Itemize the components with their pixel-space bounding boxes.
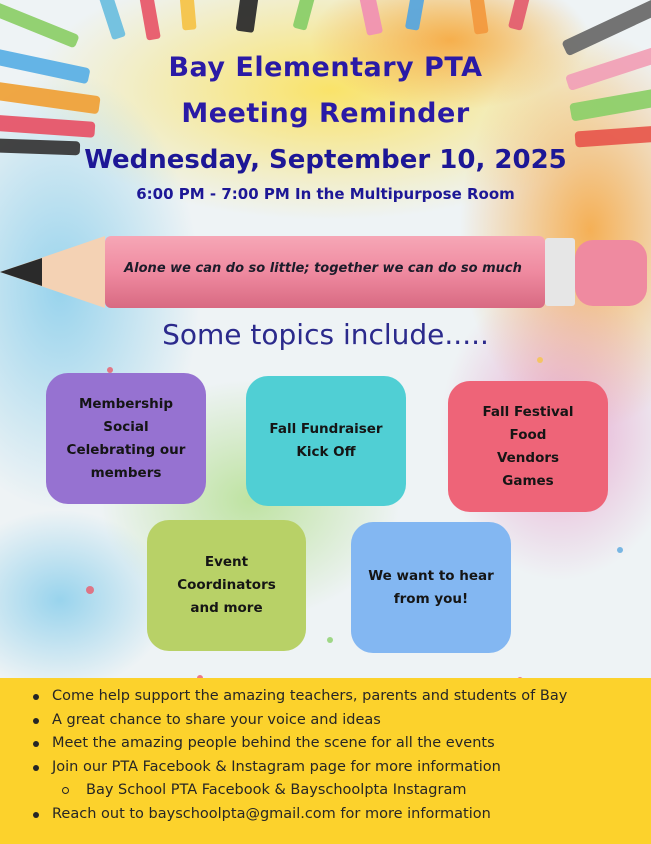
topic-card-fall-festival xyxy=(448,381,608,512)
topic-line: Event xyxy=(204,554,249,570)
topic-card-event-coordinators xyxy=(147,520,306,651)
topic-line: Vendors xyxy=(496,449,560,466)
info-item: Meet the amazing people behind the scene for all the events xyxy=(28,732,567,756)
topic-line: We want to hear xyxy=(368,567,494,584)
topic-line: Membership xyxy=(78,395,174,412)
info-item-contact-email: Reach out to bayschoolpta@gmail.com for more information xyxy=(28,803,567,827)
topics-heading: Some topics include..... xyxy=(162,318,489,351)
topic-line: Celebrating our xyxy=(66,441,186,458)
info-subitem-social-pages: Bay School PTA Facebook & Bayschoolpta Instagram xyxy=(28,779,567,803)
info-item: A great chance to share your voice and ideas xyxy=(28,709,567,733)
title-line-2: Meeting Reminder xyxy=(181,98,470,129)
topic-line: Social xyxy=(103,418,149,435)
topic-line: and more xyxy=(190,600,263,616)
topic-line: Fall Festival xyxy=(482,403,574,420)
meeting-time-location: 6:00 PM - 7:00 PM In the Multipurpose Room xyxy=(136,185,515,203)
topic-card-fundraiser xyxy=(246,376,406,506)
topic-line: Food xyxy=(509,426,547,443)
meeting-date: Wednesday, September 10, 2025 xyxy=(84,145,567,175)
info-list xyxy=(28,685,567,826)
pencil-quote: Alone we can do so little; together we can do so much xyxy=(124,261,522,276)
topic-line: Fall Fundraiser xyxy=(269,421,383,437)
topic-card-membership xyxy=(46,373,206,504)
topic-card-feedback xyxy=(351,522,511,653)
info-item: Come help support the amazing teachers, parents and students of Bay xyxy=(28,685,567,709)
topic-line: from you! xyxy=(393,590,469,607)
topic-line: Kick Off xyxy=(296,444,356,460)
topic-line: members xyxy=(90,464,162,481)
topic-line: Coordinators xyxy=(177,577,276,593)
title-line-1: Bay Elementary PTA xyxy=(168,52,483,83)
info-item: Join our PTA Facebook & Instagram page for more information xyxy=(28,756,567,780)
topic-line: Games xyxy=(502,472,554,489)
